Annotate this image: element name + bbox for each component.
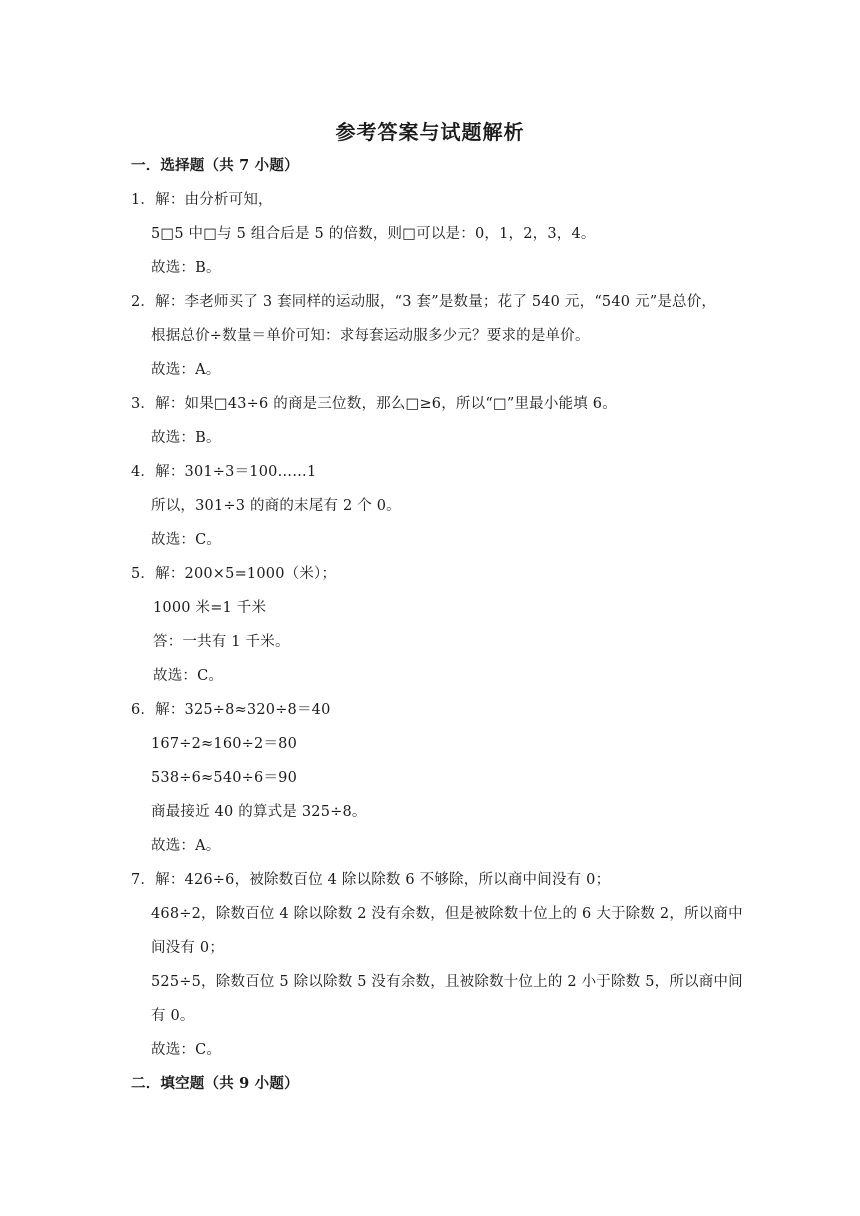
- q7-line-3: 间没有 0；: [151, 940, 225, 956]
- q5-line-1: 5．解：200×5=1000（米）；: [131, 566, 337, 582]
- page-title: 参考答案与试题解析: [335, 120, 525, 144]
- q3-line-1: 3．解：如果□43÷6 的商是三位数，那么□≥6，所以“□”里最小能填 6。: [131, 396, 617, 412]
- q7-line-1: 7．解：426÷6，被除数百位 4 除以除数 6 不够除，所以商中间没有 0；: [131, 872, 611, 888]
- q2-line-2: 根据总价÷数量＝单价可知：求每套运动服多少元？要求的是单价。: [151, 328, 590, 344]
- q6-line-3: 538÷6≈540÷6＝90: [151, 770, 298, 786]
- q1-line-2: 5□5 中□与 5 组合后是 5 的倍数，则□可以是：0，1，2，3，4。: [151, 226, 596, 242]
- q7-line-5: 有 0。: [151, 1008, 195, 1024]
- q6-answer: 故选：A。: [151, 838, 221, 854]
- q4-answer: 故选：C。: [151, 532, 222, 548]
- q1-line-1: 1．解：由分析可知，: [131, 192, 273, 208]
- section-heading-choice: 一．选择题（共 7 小题）: [131, 157, 299, 174]
- q2-line-1: 2．解：李老师买了 3 套同样的运动服，“3 套”是数量；花了 540 元，“540 元”是总价，: [131, 294, 717, 310]
- q5-answer: 故选：C。: [153, 668, 224, 684]
- section-heading-fill: 二．填空题（共 9 小题）: [131, 1075, 299, 1092]
- q5-line-2: 1000 米=1 千米: [153, 600, 267, 616]
- q6-line-4: 商最接近 40 的算式是 325÷8。: [151, 804, 367, 820]
- q2-answer: 故选：A。: [151, 362, 221, 378]
- q6-line-2: 167÷2≈160÷2＝80: [151, 736, 298, 752]
- q7-answer: 故选：C。: [151, 1042, 222, 1058]
- q3-answer: 故选：B。: [151, 430, 221, 446]
- q7-line-2: 468÷2，除数百位 4 除以除数 2 没有余数，但是被除数十位上的 6 大于除数 2，所以商中: [151, 906, 743, 922]
- q5-line-3: 答：一共有 1 千米。: [153, 634, 290, 650]
- q4-line-1: 4．解：301÷3＝100……1: [131, 464, 317, 480]
- q6-line-1: 6．解：325÷8≈320÷8＝40: [131, 702, 331, 718]
- q1-answer: 故选：B。: [151, 260, 221, 276]
- q4-line-2: 所以，301÷3 的商的末尾有 2 个 0。: [151, 498, 401, 514]
- q7-line-4: 525÷5，除数百位 5 除以除数 5 没有余数，且被除数十位上的 2 小于除数 5，所以商中间: [151, 974, 743, 990]
